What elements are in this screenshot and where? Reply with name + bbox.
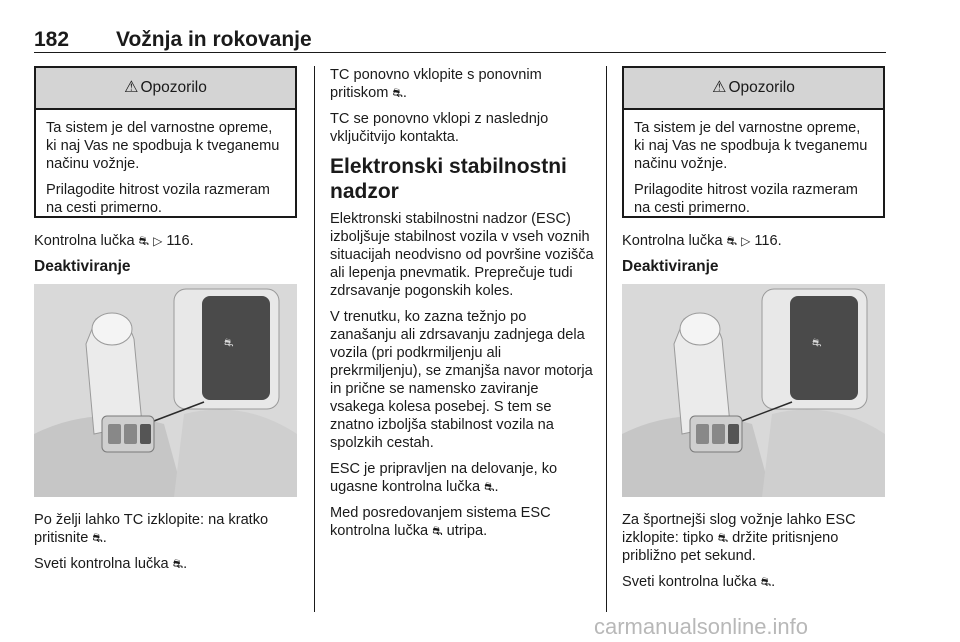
- warning-body: [624, 110, 883, 225]
- tc-ignition-text: TC se ponovno vklopi z naslednjo vključitvijo kontakta.: [330, 111, 549, 145]
- svg-text:⛐: ⛐: [224, 336, 234, 349]
- tc-reactivate-text: TC ponovno vklopite s ponovnim pritiskom ⛐.: [330, 67, 542, 101]
- warning-text-2: Prilagodite hitrost vozila razmeram na cesti primerno.: [46, 182, 270, 216]
- esc-button-icon: ⛐: [726, 234, 738, 248]
- esc-operation: V trenutku, ko zazna težnjo po zanašanju ali zdrsavanju zadnjega dela vozila (pri podkrmiljenju ali prekrmiljenju), se zmanjša navor motorja in prične se namensko zaviranje vsakega kolesa posebej. S tem se znatno izboljša stabilnost vozila na spolzkih cestah.: [330, 309, 593, 451]
- esc-button-icon: ⛐: [484, 480, 495, 494]
- warning-title: Opozorilo: [728, 79, 795, 96]
- warning-title: Opozorilo: [140, 79, 207, 96]
- indicator-label: Kontrolna lučka: [34, 233, 135, 249]
- page-ref: 116.: [754, 233, 782, 249]
- esc-off-icon: ⛐: [760, 575, 772, 589]
- right-column: [622, 66, 885, 599]
- esc-off-light-text: Sveti kontrolna lučka ⛐.: [622, 574, 776, 590]
- ref-arrow-icon: ▷: [741, 234, 751, 248]
- middle-column: [330, 66, 595, 548]
- section-subheading: Deaktiviranje: [622, 258, 719, 275]
- warning-header: [36, 68, 295, 110]
- esc-deactivate-text: Za športnejši slog vožnje lahko ESC izklopite: tipko ⛐ držite pritisnjeno približno pet sekund.: [622, 512, 856, 564]
- chapter-title: Vožnja in rokovanje: [116, 28, 312, 51]
- warning-box-left: [34, 66, 297, 218]
- warning-box-right: [622, 66, 885, 218]
- esc-description: Elektronski stabilnostni nadzor (ESC) izboljšuje stabilnost vozila v vseh voznih situacijah neodvisno od površine vozišča ali lepenja pnevmatik. Preprečuje tudi zdrsavanje pogonskih koles.: [330, 211, 594, 299]
- tc-off-icon: ⛐: [172, 557, 184, 571]
- esc-button-icon: ⛐: [138, 234, 150, 248]
- section-heading: Elektronski stabilnostni nadzor: [330, 155, 567, 203]
- warning-triangle-icon: ⚠: [124, 79, 139, 96]
- warning-text-1: Ta sistem je del varnostne opreme, ki naj Vas ne spodbuja k tveganemu načinu vožnje.: [634, 120, 868, 172]
- tc-off-light-text: Sveti kontrolna lučka ⛐.: [34, 556, 188, 572]
- warning-text-1: Ta sistem je del varnostne opreme, ki naj Vas ne spodbuja k tveganemu načinu vožnje.: [46, 120, 280, 172]
- page-ref: 116.: [166, 233, 194, 249]
- svg-text:⛐: ⛐: [812, 336, 822, 349]
- warning-triangle-icon: ⚠: [712, 79, 727, 96]
- watermark: carmanualsonline.info: [594, 614, 809, 639]
- header-rule: [34, 52, 886, 53]
- esc-button-icon: ⛐: [392, 86, 403, 100]
- page-number: 182: [34, 28, 70, 51]
- column-divider-2: [606, 66, 607, 612]
- deactivate-text: Po želji lahko TC izklopite: na kratko pritisnite ⛐.: [34, 512, 269, 546]
- console-figure: [622, 284, 885, 497]
- warning-text-2: Prilagodite hitrost vozila razmeram na cesti primerno.: [634, 182, 858, 216]
- indicator-ref: [34, 232, 297, 250]
- esc-ready-text: ESC je pripravljen na delovanje, ko ugasne kontrolna lučka ⛐.: [330, 461, 558, 495]
- ref-arrow-icon: ▷: [153, 234, 163, 248]
- console-figure: [34, 284, 297, 497]
- section-subheading: Deaktiviranje: [34, 258, 131, 275]
- esc-flashing-text: Med posredovanjem sistema ESC kontrolna lučka ⛐ utripa.: [330, 505, 551, 539]
- warning-body: [36, 110, 295, 225]
- warning-header: [624, 68, 883, 110]
- page-header: [34, 28, 886, 54]
- indicator-ref: [622, 232, 885, 250]
- column-divider-1: [314, 66, 315, 612]
- left-column: [34, 66, 297, 581]
- esc-button-icon: ⛐: [92, 531, 103, 545]
- indicator-label: Kontrolna lučka: [622, 233, 723, 249]
- esc-button-icon: ⛐: [717, 531, 729, 545]
- esc-button-icon: ⛐: [432, 524, 443, 538]
